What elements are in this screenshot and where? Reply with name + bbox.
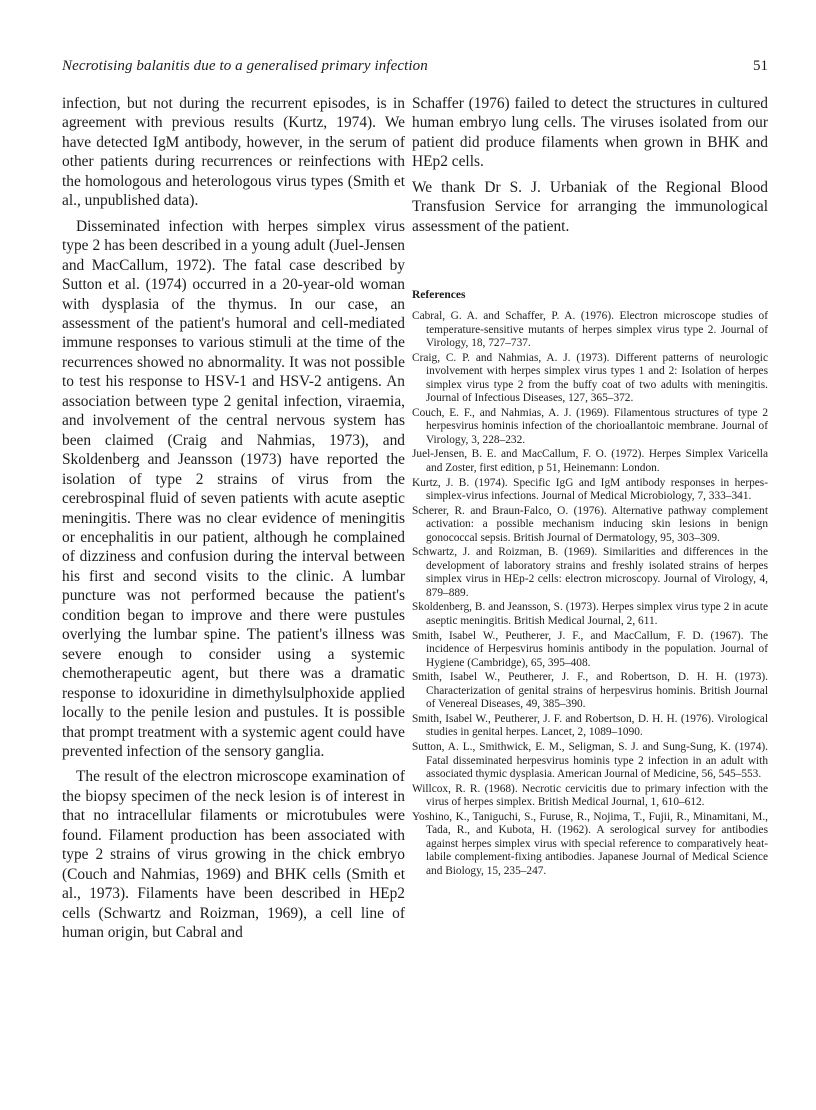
reference-item: Schwartz, J. and Roizman, B. (1969). Similarities and differences in the development of laboratory strains and freshly isolated strains of herpes simplex virus in HEp-2 cells: electron microscopy. Journal of Virology, 4, 879–889. — [412, 546, 768, 599]
reference-item: Smith, Isabel W., Peutherer, J. F., and Robertson, D. H. H. (1973). Characterization of genital strains of herpesvirus hominis. British Journal of Venereal Diseases, 49, 385–390. — [412, 671, 768, 711]
body-paragraph-continuation: Schaffer (1976) failed to detect the structures in cultured human embryo lung cells. The viruses isolated from our patient did produce filaments when grown in BHK and HEp2 cells. — [412, 95, 768, 171]
page-number: 51 — [753, 58, 768, 74]
left-column — [62, 94, 405, 942]
acknowledgement: We thank Dr S. J. Urbaniak of the Regional Blood Transfusion Service for arranging the immunological assessment of the patient. — [412, 178, 768, 235]
reference-item: Scherer, R. and Braun-Falco, O. (1976). Alternative pathway complement activation: a possible mechanism inducing skin lesions in benign gonococcal sepsis. British Journal of Dermatology, 95, 303–309. — [412, 504, 768, 544]
body-paragraph-1: infection, but not during the recurrent episodes, is in agreement with previous results (Kurtz, 1974). We have detected IgM antibody, however, in the serum of other patients during recurrences or reinfections with the homologous and heterologous virus types (Smith et al., unpublished data). — [62, 95, 405, 210]
reference-item: Willcox, R. R. (1968). Necrotic cervicitis due to primary infection with the virus of herpes simplex. British Medical Journal, 1, 610–612. — [412, 782, 768, 809]
running-header — [62, 58, 768, 80]
reference-item: Craig, C. P. and Nahmias, A. J. (1973). Different patterns of neurologic involvement with herpes simplex virus types 1 and 2: Isolation of herpes simplex virus type 2 from the buffy coat of two adults with meningitis. Journal of Infectious Diseases, 127, 365–372. — [412, 351, 768, 405]
reference-item: Sutton, A. L., Smithwick, E. M., Seligman, S. J. and Sung-Sung, K. (1974). Fatal disseminated herpesvirus hominis type 2 infection in an adult with associated thymic dysplasia. American Journal of Medicine, 56, 545–553. — [412, 740, 768, 781]
reference-item: Couch, E. F., and Nahmias, A. J. (1969). Filamentous structures of type 2 herpesvirus hominis infection of the chorioallantoic membrane. Journal of Virology, 3, 228–232. — [412, 406, 768, 446]
reference-item: Kurtz, J. B. (1974). Specific IgG and IgM antibody responses in herpes-simplex-virus infections. Journal of Medical Microbiology, 7, 333–341. — [412, 476, 768, 503]
body-paragraph-2: Disseminated infection with herpes simplex virus type 2 has been described in a young adult (Juel-Jensen and MacCallum, 1972). The fatal case described by Sutton et al. (1974) occurred in a 20-year-old woman with dysplasia of the thymus. In our case, an assessment of the patient's humoral and cell-mediated immune responses to various stimuli at the time of the recurrences showed no abnormality. It was not possible to test his response to HSV-1 and HSV-2 antigens. An association between type 2 genital infection, viraemia, and involvement of the central nervous system has been claimed (Craig and Nahmias, 1973), and Skoldenberg and Jeansson (1973) have reported the isolation of type 2 strains of virus from the cerebrospinal fluid of seven patients with acute aseptic meningitis. There was no clear evidence of meningitis or encephalitis in our patient, although he complained of dizziness and confusion during the interval between his first and second visits to the clinic. A lumbar puncture was not performed because the patient's condition began to improve and there were pustules overlying the lumbar spine. The patient's illness was severe enough to consider using a systemic chemotherapeutic agent, but there was a dramatic response to idoxuridine in dimethylsulphoxide applied locally to the penile lesion and pustules. It is possible that prompt treatment with a systemic agent could have prevented infection of the sensory ganglia. — [62, 217, 405, 760]
reference-item: Skoldenberg, B. and Jeansson, S. (1973). Herpes simplex virus type 2 in acute aseptic meningitis. British Medical Journal, 2, 611. — [412, 601, 768, 628]
running-title: Necrotising balanitis due to a generalised primary infection — [62, 58, 428, 74]
reference-item: Yoshino, K., Taniguchi, S., Furuse, R., Nojima, T., Fujii, R., Minamitani, M., Tada, R., and Kubota, H. (1962). A serological survey for antibodies against herpes simplex virus with special reference to comparatively heat-labile complement-fixing antibodies. Japanese Journal of Medical Science and Biology, 15, 235–247. — [412, 810, 768, 877]
reference-list — [412, 310, 768, 878]
right-column — [412, 94, 768, 236]
body-paragraph-3: The result of the electron microscope examination of the biopsy specimen of the neck lesion is of interest in that no intracellular filaments or microtubules were found. Filament production has been associated with type 2 strains of virus growing in the chick embryo (Couch and Nahmias, 1969) and BHK cells (Smith et al., 1973). Filaments have been described in HEp2 cells (Schwartz and Roizman, 1969), a cell line of human origin, but Cabral and — [62, 768, 405, 942]
reference-item: Smith, Isabel W., Peutherer, J. F., and MacCallum, F. D. (1967). The incidence of Herpesvirus hominis antibody in the population. Journal of Hygiene (Cambridge), 65, 395–408. — [412, 629, 768, 669]
references-heading: References — [412, 289, 466, 301]
reference-item: Smith, Isabel W., Peutherer, J. F. and Robertson, D. H. H. (1976). Virological studies in genital herpes. Lancet, 2, 1089–1090. — [412, 712, 768, 739]
reference-item: Juel-Jensen, B. E. and MacCallum, F. O. (1972). Herpes Simplex Varicella and Zoster, first edition, p 51, Heinemann: London. — [412, 448, 768, 475]
reference-item: Cabral, G. A. and Schaffer, P. A. (1976). Electron microscope studies of temperature-sensitive mutants of herpes simplex virus type 2. Journal of Virology, 18, 727–737. — [412, 310, 768, 350]
